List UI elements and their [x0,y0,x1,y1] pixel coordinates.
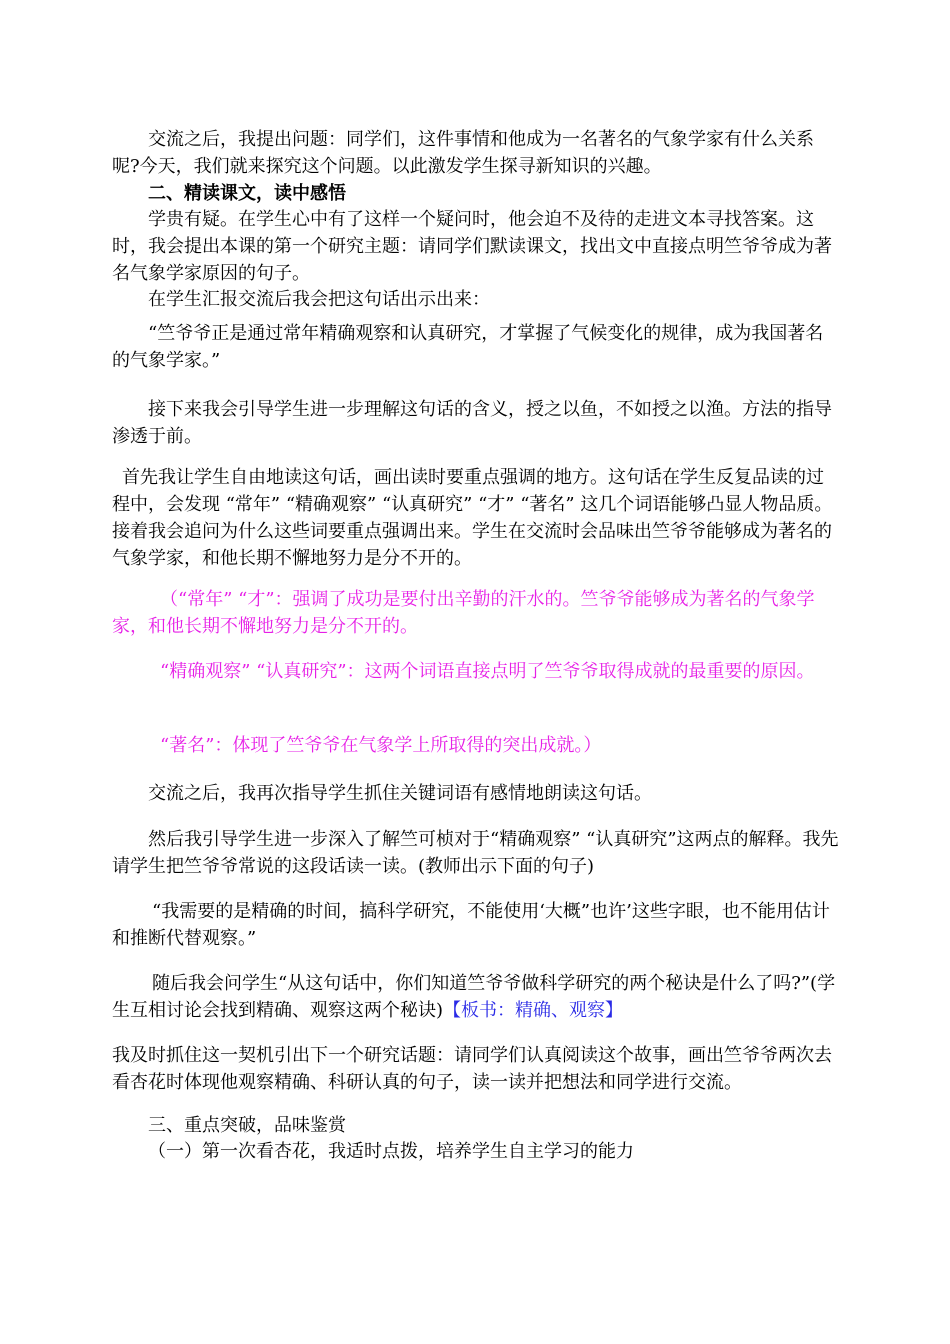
paragraph-explanation: 然后我引导学生进一步深入了解竺可桢对于“精确观察” “认真研究”这两点的解释。我先请学生把竺爷爷常说的这段话读一读。(教师出示下面的句子) [112,829,839,877]
paragraph-two-secrets-text: 随后我会问学生“从这句话中，你们知道竺爷爷做科学研究的两个秘诀是什么了吗?”(学生互相讨论会找到精确、观察这两个秘诀) [112,973,836,1021]
paragraph-read-again: 交流之后，我再次指导学生抓住关键词语有感情地朗读这句话。 [148,783,652,804]
paragraph-two-secrets [112,970,840,1024]
subsection-first-apricot: （一）第一次看杏花，我适时点拨，培养学生自主学习的能力 [148,1141,634,1162]
section-heading-2: 二、精读课文，读中感悟 [148,183,346,204]
paragraph-free-reading: 首先我让学生自由地读这句话，画出读时要重点强调的地方。这句话在学生反复品读的过程中，会发现 “常年” “精确观察” “认真研究” “才” “著名” 这几个词语能够凸显人物品质。接着我会追问为什么这些词要重点强调出来。学生在交流时会品味出竺爷爷能够成为著名的气象学家，和他长期不懈地努力是分不开的。 [112,467,833,569]
paragraph-next-topic: 我及时抓住这一契机引出下一个研究话题：请同学们认真阅读这个故事，画出竺爷爷两次去看杏花时体现他观察精确、科研认真的句子，读一读并把想法和同学进行交流。 [112,1045,832,1093]
note-changnian-cai: （“常年” “才”：强调了成功是要付出辛勤的汗水的。竺爷爷能够成为著名的气象学家，和他长期不懈地努力是分不开的。 [112,589,815,637]
section-heading-3: 三、重点突破，品味鉴赏 [148,1115,346,1136]
paragraph-show-sentence: 在学生汇报交流后我会把这句话出示出来： [148,289,490,310]
paragraph-guide-understanding: 接下来我会引导学生进一步理解这句话的含义，授之以鱼，不如授之以渔。方法的指导渗透于前。 [112,399,832,447]
note-zhuming: “著名”：体现了竺爷爷在气象学上所取得的突出成就。） [160,735,602,756]
paragraph-exchange-question: 交流之后，我提出问题：同学们，这件事情和他成为一名著名的气象学家有什么关系呢?今天，我们就来探究这个问题。以此激发学生探寻新知识的兴趣。 [112,129,814,177]
quote-key-sentence: “竺爷爷正是通过常年精确观察和认真研究，才掌握了气候变化的规律，成为我国著名的气象学家。” [112,323,824,371]
board-writing: 【板书：精确、观察】 [443,1000,624,1021]
paragraph-learning-doubt: 学贵有疑。在学生心中有了这样一个疑问时，他会迫不及待的走进文本寻找答案。这时，我会提出本课的第一个研究主题：请同学们默读课文，找出文中直接点明竺爷爷成为著名气象学家原因的句子。 [112,209,832,284]
quote-precise-time: “我需要的是精确的时间，搞科学研究，不能使用‘大概”也许’这些字眼，也不能用估计和推断代替观察。” [112,901,830,949]
note-jingque-renzhen: “精确观察” “认真研究”：这两个词语直接点明了竺爷爷取得成就的最重要的原因。 [160,661,815,682]
